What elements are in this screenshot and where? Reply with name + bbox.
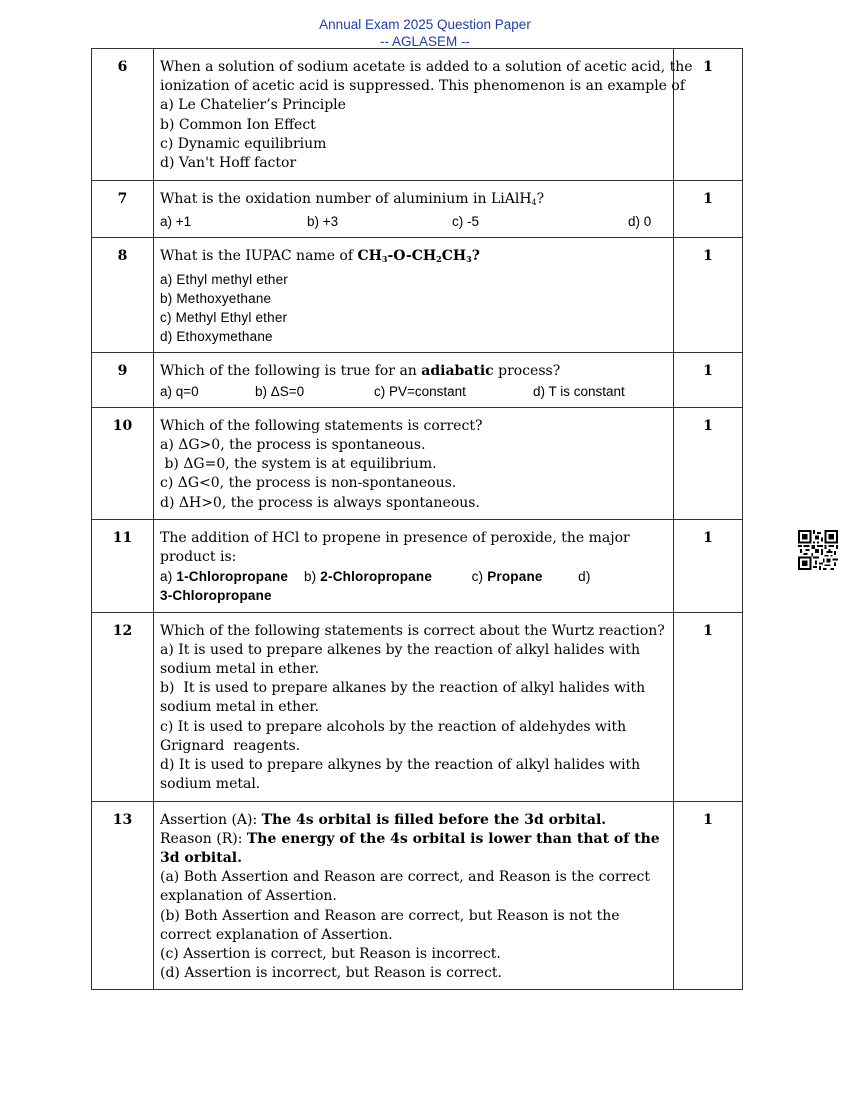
question-row (92, 353, 743, 407)
question-number: 7 (92, 181, 154, 238)
header-title: Annual Exam 2025 Question Paper (319, 17, 531, 32)
question-number: 10 (92, 407, 154, 519)
question-marks: 1 (674, 519, 743, 612)
option: c) It is used to prepare alcohols by the reaction of aldehydes with Grignard reagents. (160, 718, 631, 754)
subscript: 4 (531, 198, 537, 207)
question-marks: 1 (674, 353, 743, 407)
option: b) 2-Chloropropane (303, 569, 433, 585)
question-marks: 1 (674, 238, 743, 353)
option: d) T is constant (533, 383, 625, 399)
option: (a) Both Assertion and Reason are correct, and Reason is the correct explanation of Assertion. (160, 869, 651, 905)
question-text (160, 190, 667, 212)
question-body (154, 801, 674, 990)
page-header (0, 16, 850, 50)
question-marks: 1 (674, 612, 743, 801)
assertion: Assertion (A): The 4s orbital is filled before the 3d orbital. (160, 811, 607, 828)
option: d) 0 (628, 214, 652, 230)
option: (d) Assertion is incorrect, but Reason is correct. (160, 965, 502, 982)
chemical-formula: $CH_3-O-CH_2CH_3$? (357, 248, 480, 265)
option: a) +1 (160, 214, 192, 230)
question-number: 8 (92, 238, 154, 353)
option: a) It is used to prepare alkenes by the reaction of alkyl halides with sodium metal in ether. (160, 641, 640, 678)
reason: Reason (R): The energy of the 4s orbital is lower than that of the 3d orbital. (160, 830, 660, 867)
question-body (154, 612, 674, 801)
option: b) Common Ion Effect (160, 116, 316, 133)
question-number: 13 (92, 801, 154, 990)
question-number: 6 (92, 49, 154, 181)
option: c) Methyl Ethyl ether (160, 310, 288, 326)
option: b) It is used to prepare alkanes by the reaction of alkyl halides with sodium metal in ether. (160, 680, 650, 716)
question-number: 12 (92, 612, 154, 801)
question-row (92, 238, 743, 353)
question-text: Which of the following statements is correct about the Wurtz reaction? (160, 622, 665, 639)
question-body (154, 181, 674, 238)
question-number: 11 (92, 519, 154, 612)
question-body (154, 238, 674, 353)
option: d) ΔH>0, the process is always spontaneous. (160, 494, 480, 511)
option: (c) Assertion is correct, but Reason is incorrect. (160, 946, 501, 963)
question-text: Which of the following statements is correct? (160, 417, 483, 434)
question-number: 9 (92, 353, 154, 407)
question-text: The addition of HCl to propene in presence of peroxide, the major product is: (160, 529, 630, 566)
qr-code-icon (798, 530, 838, 570)
option-row (160, 212, 667, 231)
question-marks: 1 (674, 181, 743, 238)
question-row (92, 49, 743, 181)
question-text (160, 247, 667, 269)
option: b) +3 (307, 214, 339, 230)
question-text-part: What is the oxidation number of aluminium in LiAlH (160, 191, 532, 207)
question-text-part: What is the IUPAC name of (160, 248, 358, 265)
question-row (92, 407, 743, 519)
question-body (154, 519, 674, 612)
option: (b) Both Assertion and Reason are correct, but Reason is not the correct explanation of Assertion. (160, 907, 620, 943)
option: d) It is used to prepare alkynes by the reaction of alkyl halides with sodium metal. (160, 757, 641, 793)
question-body (154, 407, 674, 519)
option-row (160, 567, 667, 605)
question-row (92, 612, 743, 801)
option: a) Le Chatelier’s Principle (160, 97, 346, 114)
question-row (92, 181, 743, 238)
option: c) ΔG<0, the process is non-spontaneous. (160, 475, 457, 492)
question-body (154, 49, 693, 181)
option: c) -5 (452, 214, 479, 230)
question-text-part: ? (536, 191, 545, 207)
question-body (154, 353, 674, 407)
option: d) Van't Hoff factor (160, 155, 297, 172)
header-subtitle: -- AGLASEM -- (379, 34, 470, 49)
option-row (160, 382, 667, 401)
option: c) Dynamic equilibrium (160, 135, 327, 152)
option: a) 1-Chloropropane (160, 569, 289, 585)
option: b) ΔS=0 (255, 383, 305, 399)
question-row (92, 519, 743, 612)
question-table (91, 48, 743, 990)
option: c) Propane (471, 569, 543, 585)
option: d) 3-Chloropropane (160, 569, 591, 604)
question-marks: 1 (674, 407, 743, 519)
option: b) Methoxyethane (160, 290, 272, 306)
question-text: ionization of acetic acid is suppressed. This phenomenon is an example of (160, 78, 686, 95)
option: c) PV=constant (374, 383, 466, 399)
option: d) Ethoxymethane (160, 329, 273, 345)
question-marks: 1 (674, 49, 743, 181)
option: b) ΔG=0, the system is at equilibrium. (160, 456, 437, 473)
question-text: Which of the following is true for an adiabatic process? (160, 363, 561, 380)
option: a) Ethyl methyl ether (160, 271, 289, 287)
option: a) ΔG>0, the process is spontaneous. (160, 437, 426, 454)
question-marks: 1 (674, 801, 743, 990)
question-text: When a solution of sodium acetate is added to a solution of acetic acid, the (160, 59, 693, 75)
emphasis: adiabatic (421, 363, 494, 380)
question-row (92, 801, 743, 990)
option: a) q=0 (160, 383, 199, 399)
